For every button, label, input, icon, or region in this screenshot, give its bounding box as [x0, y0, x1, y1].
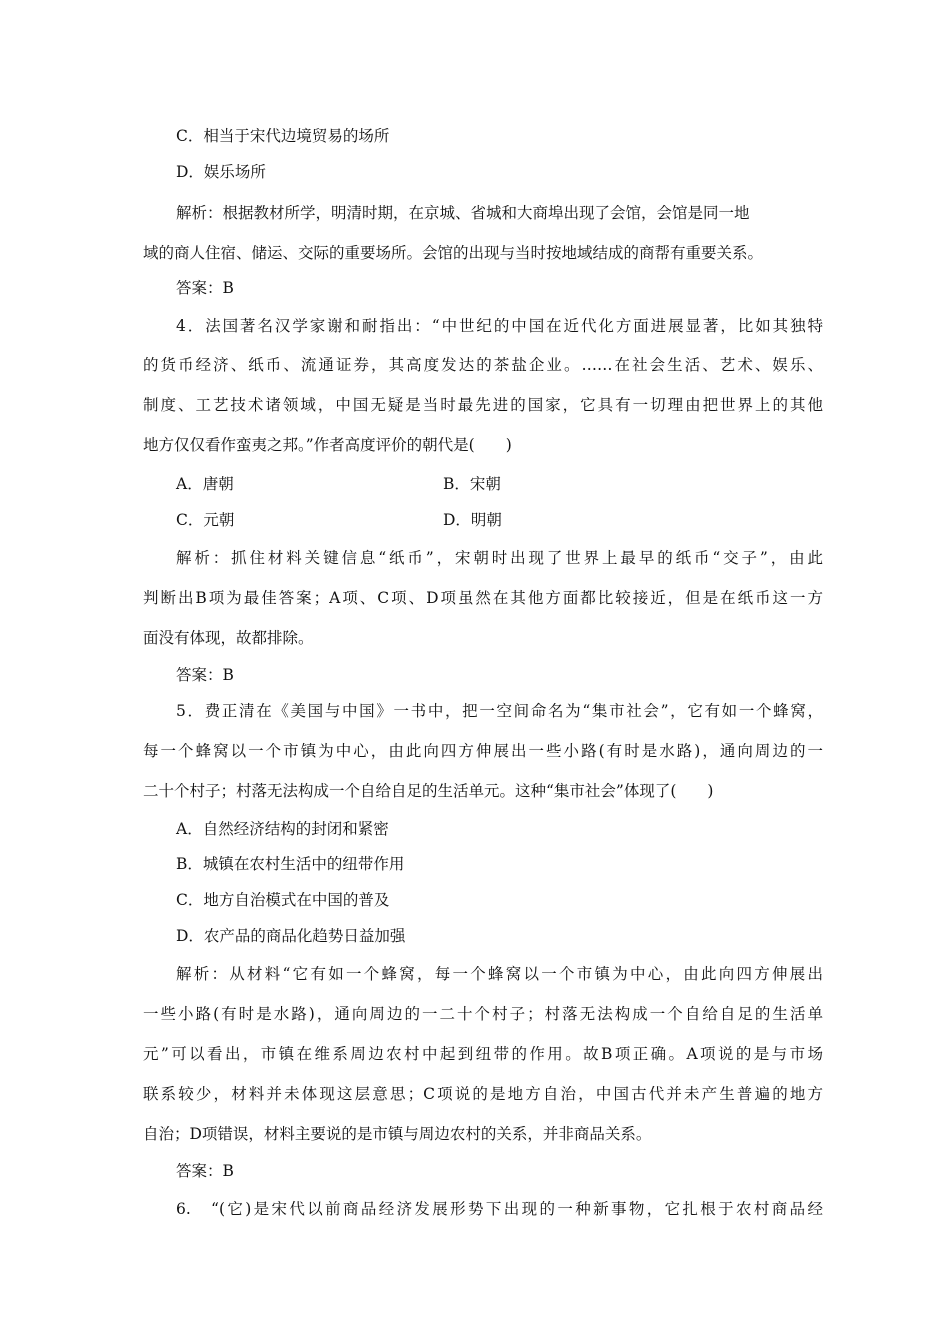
q5-analysis-line-2: 一些小路(有时是水路)，通向周边的一二十个村子；村落无法构成一个自给自足的生活单 [143, 1005, 823, 1023]
q3-analysis-line-1: 解析：根据教材所学，明清时期，在京城、省城和大商埠出现了会馆，会馆是同一地 [176, 204, 750, 222]
q5-option-a: A．自然经济结构的封闭和紧密 [176, 820, 389, 838]
q4-option-a: A．唐朝 [176, 475, 234, 493]
q5-option-c: C．地方自治模式在中国的普及 [176, 891, 390, 909]
q4-analysis-line-3: 面没有体现，故都排除。 [143, 629, 314, 647]
q5-option-d: D．农产品的商品化趋势日益加强 [176, 927, 406, 945]
q4-option-c: C．元朝 [176, 511, 235, 529]
q5-analysis-line-1: 解析：从材料“它有如一个蜂窝，每一个蜂窝以一个市镇为中心，由此向四方伸展出 [176, 965, 823, 983]
q4-analysis-line-2: 判断出B项为最佳答案；A项、C项、D项虽然在其他方面都比较接近，但是在纸币这一方 [143, 589, 823, 607]
q3-option-c: C．相当于宋代边境贸易的场所 [176, 127, 390, 145]
q4-analysis-line-1: 解析：抓住材料关键信息“纸币”，宋朝时出现了世界上最早的纸币“交子”，由此 [176, 549, 823, 567]
q5-option-b: B．城镇在农村生活中的纽带作用 [176, 855, 405, 873]
q5-analysis-line-5: 自治；D项错误，材料主要说的是市镇与周边农村的关系，并非商品关系。 [143, 1125, 652, 1143]
q5-stem-line-2: 每一个蜂窝以一个市镇为中心，由此向四方伸展出一些小路(有时是水路)，通向周边的一 [143, 742, 823, 760]
q3-answer: 答案：B [176, 279, 234, 297]
q5-stem-line-1: 5．费正清在《美国与中国》一书中，把一空间命名为“集市社会”，它有如一个蜂窝， [176, 702, 823, 720]
q3-analysis-line-2: 域的商人住宿、储运、交际的重要场所。会馆的出现与当时按地域结成的商帮有重要关系。 [143, 244, 764, 262]
q5-answer: 答案：B [176, 1162, 234, 1180]
q5-analysis-line-3: 元”可以看出，市镇在维系周边农村中起到纽带的作用。故B项正确。A项说的是与市场 [143, 1045, 823, 1063]
q5-analysis-line-4: 联系较少，材料并未体现这层意思；C项说的是地方自治，中国古代并未产生普遍的地方 [143, 1085, 823, 1103]
q4-stem-line-2: 的货币经济、纸币、流通证券，其高度发达的茶盐企业。……在社会生活、艺术、娱乐、 [143, 356, 823, 374]
q5-stem-line-3: 二十个村子；村落无法构成一个自给自足的生活单元。这种“集市社会”体现了( ) [143, 782, 714, 800]
q4-answer: 答案：B [176, 666, 234, 684]
q3-option-d: D．娱乐场所 [176, 163, 266, 181]
q4-stem-line-3: 制度、工艺技术诸领域，中国无疑是当时最先进的国家，它具有一切理由把世界上的其他 [143, 396, 823, 414]
q4-option-b: B．宋朝 [443, 475, 501, 493]
q4-stem-line-4: 地方仅仅看作蛮夷之邦。”作者高度评价的朝代是( ) [143, 436, 512, 454]
q4-option-d: D．明朝 [443, 511, 502, 529]
q4-stem-line-1: 4．法国著名汉学家谢和耐指出：“中世纪的中国在近代化方面进展显著，比如其独特 [176, 317, 823, 335]
q6-stem-line-1: 6. “(它)是宋代以前商品经济发展形势下出现的一种新事物，它扎根于农村商品经 [176, 1200, 823, 1218]
